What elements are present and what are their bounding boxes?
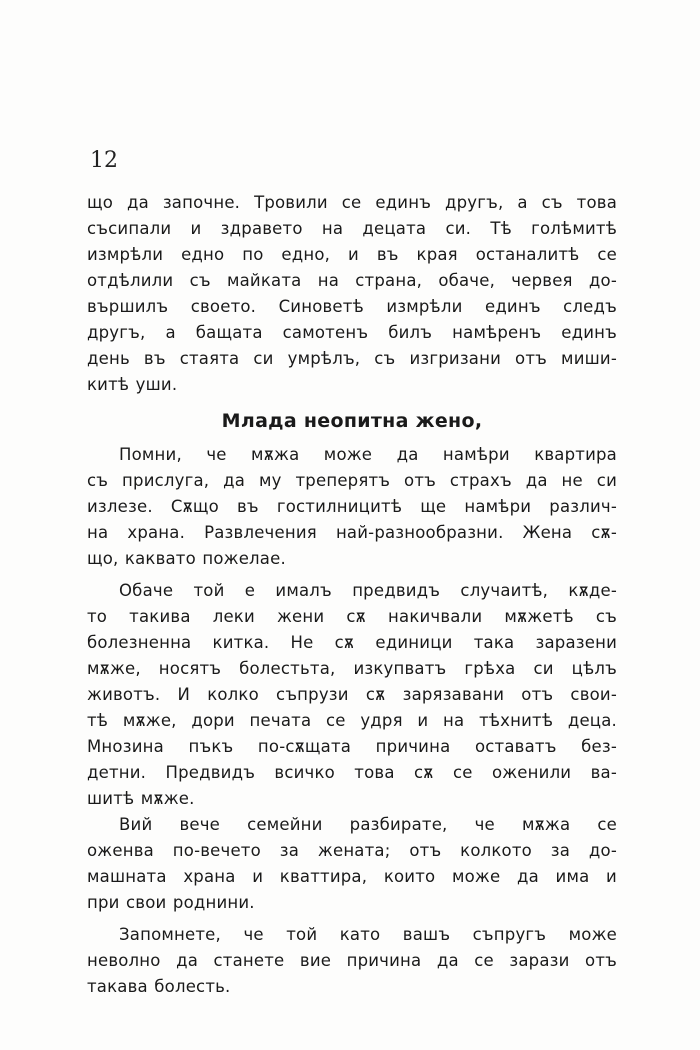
text-line: Вий вече семейни разбирате, че мѫжа се xyxy=(119,815,617,834)
text-line: вършилъ своето. Синоветѣ измрѣли единъ следъ xyxy=(87,297,617,316)
text-line: мѫже, носятъ болестьта, изкупватъ грѣха си цѣлъ xyxy=(87,659,617,678)
paragraph-intro xyxy=(87,190,617,398)
text-line: Мнозина пъкъ по-сѫщата причина оставатъ без- xyxy=(87,737,617,756)
page-number: 12 xyxy=(90,148,118,173)
text-line: детни. Предвидъ всичко това сѫ се оженили ва- xyxy=(87,763,617,782)
text-line: що, каквато пожелае. xyxy=(87,549,286,568)
text-line: Обаче той е ималъ предвидъ случаитѣ, кѫде- xyxy=(119,581,617,600)
text-line: другъ, а бащата самотенъ билъ намѣренъ единъ xyxy=(87,323,617,342)
paragraph-3 xyxy=(87,812,617,916)
text-line: тѣ мѫже, дори печата се удря и на тѣхнитѣ деца. xyxy=(87,711,617,730)
text-line: Помни, че мѫжа може да намѣри квартира xyxy=(119,445,617,464)
section-heading: Млада неопитна жено, xyxy=(221,410,483,432)
text-line: съсипали и здравето на децата си. Тѣ голѣмитѣ xyxy=(87,219,617,238)
text-line: болезненна китка. Не сѫ единици така заразени xyxy=(87,633,617,652)
paragraph-1 xyxy=(87,442,617,572)
text-line: отдѣлили съ майката на страна, обаче, червея до- xyxy=(87,271,617,290)
text-line: то такива леки жени сѫ накичвали мѫжетѣ съ xyxy=(87,607,617,626)
text-line: такава болесть. xyxy=(87,977,231,996)
text-line: животъ. И колко съпрузи сѫ зарязавани отъ свои- xyxy=(87,685,617,704)
text-line: на храна. Развлечения най-разнообразни. Жена сѫ- xyxy=(87,523,617,542)
text-line: машната храна и кваттира, които може да има и xyxy=(87,867,617,886)
text-line: шитѣ мѫже. xyxy=(87,789,195,808)
paragraph-2 xyxy=(87,578,617,812)
text-line: съ прислуга, да му треперятъ отъ страхъ да не си xyxy=(87,471,617,490)
text-line: Запомнете, че той като вашъ съпругъ може xyxy=(119,925,617,944)
text-line: измрѣли едно по едно, и въ края останалитѣ се xyxy=(87,245,617,264)
text-line: неволно да станете вие причина да се зарази отъ xyxy=(87,951,617,970)
text-line: оженва по-вечето за жената; отъ колкото за до- xyxy=(87,841,617,860)
text-line: китѣ уши. xyxy=(87,375,178,394)
text-line: що да започне. Тровили се единъ другъ, а съ това xyxy=(87,193,617,212)
paragraph-4 xyxy=(87,922,617,1000)
body-text xyxy=(87,190,617,1000)
text-line: при свои роднини. xyxy=(87,893,255,912)
text-line: излезе. Сѫщо въ гостилницитѣ ще намѣри различ- xyxy=(87,497,617,516)
text-line: день въ стаята си умрѣлъ, съ изгризани отъ миши- xyxy=(87,349,617,368)
